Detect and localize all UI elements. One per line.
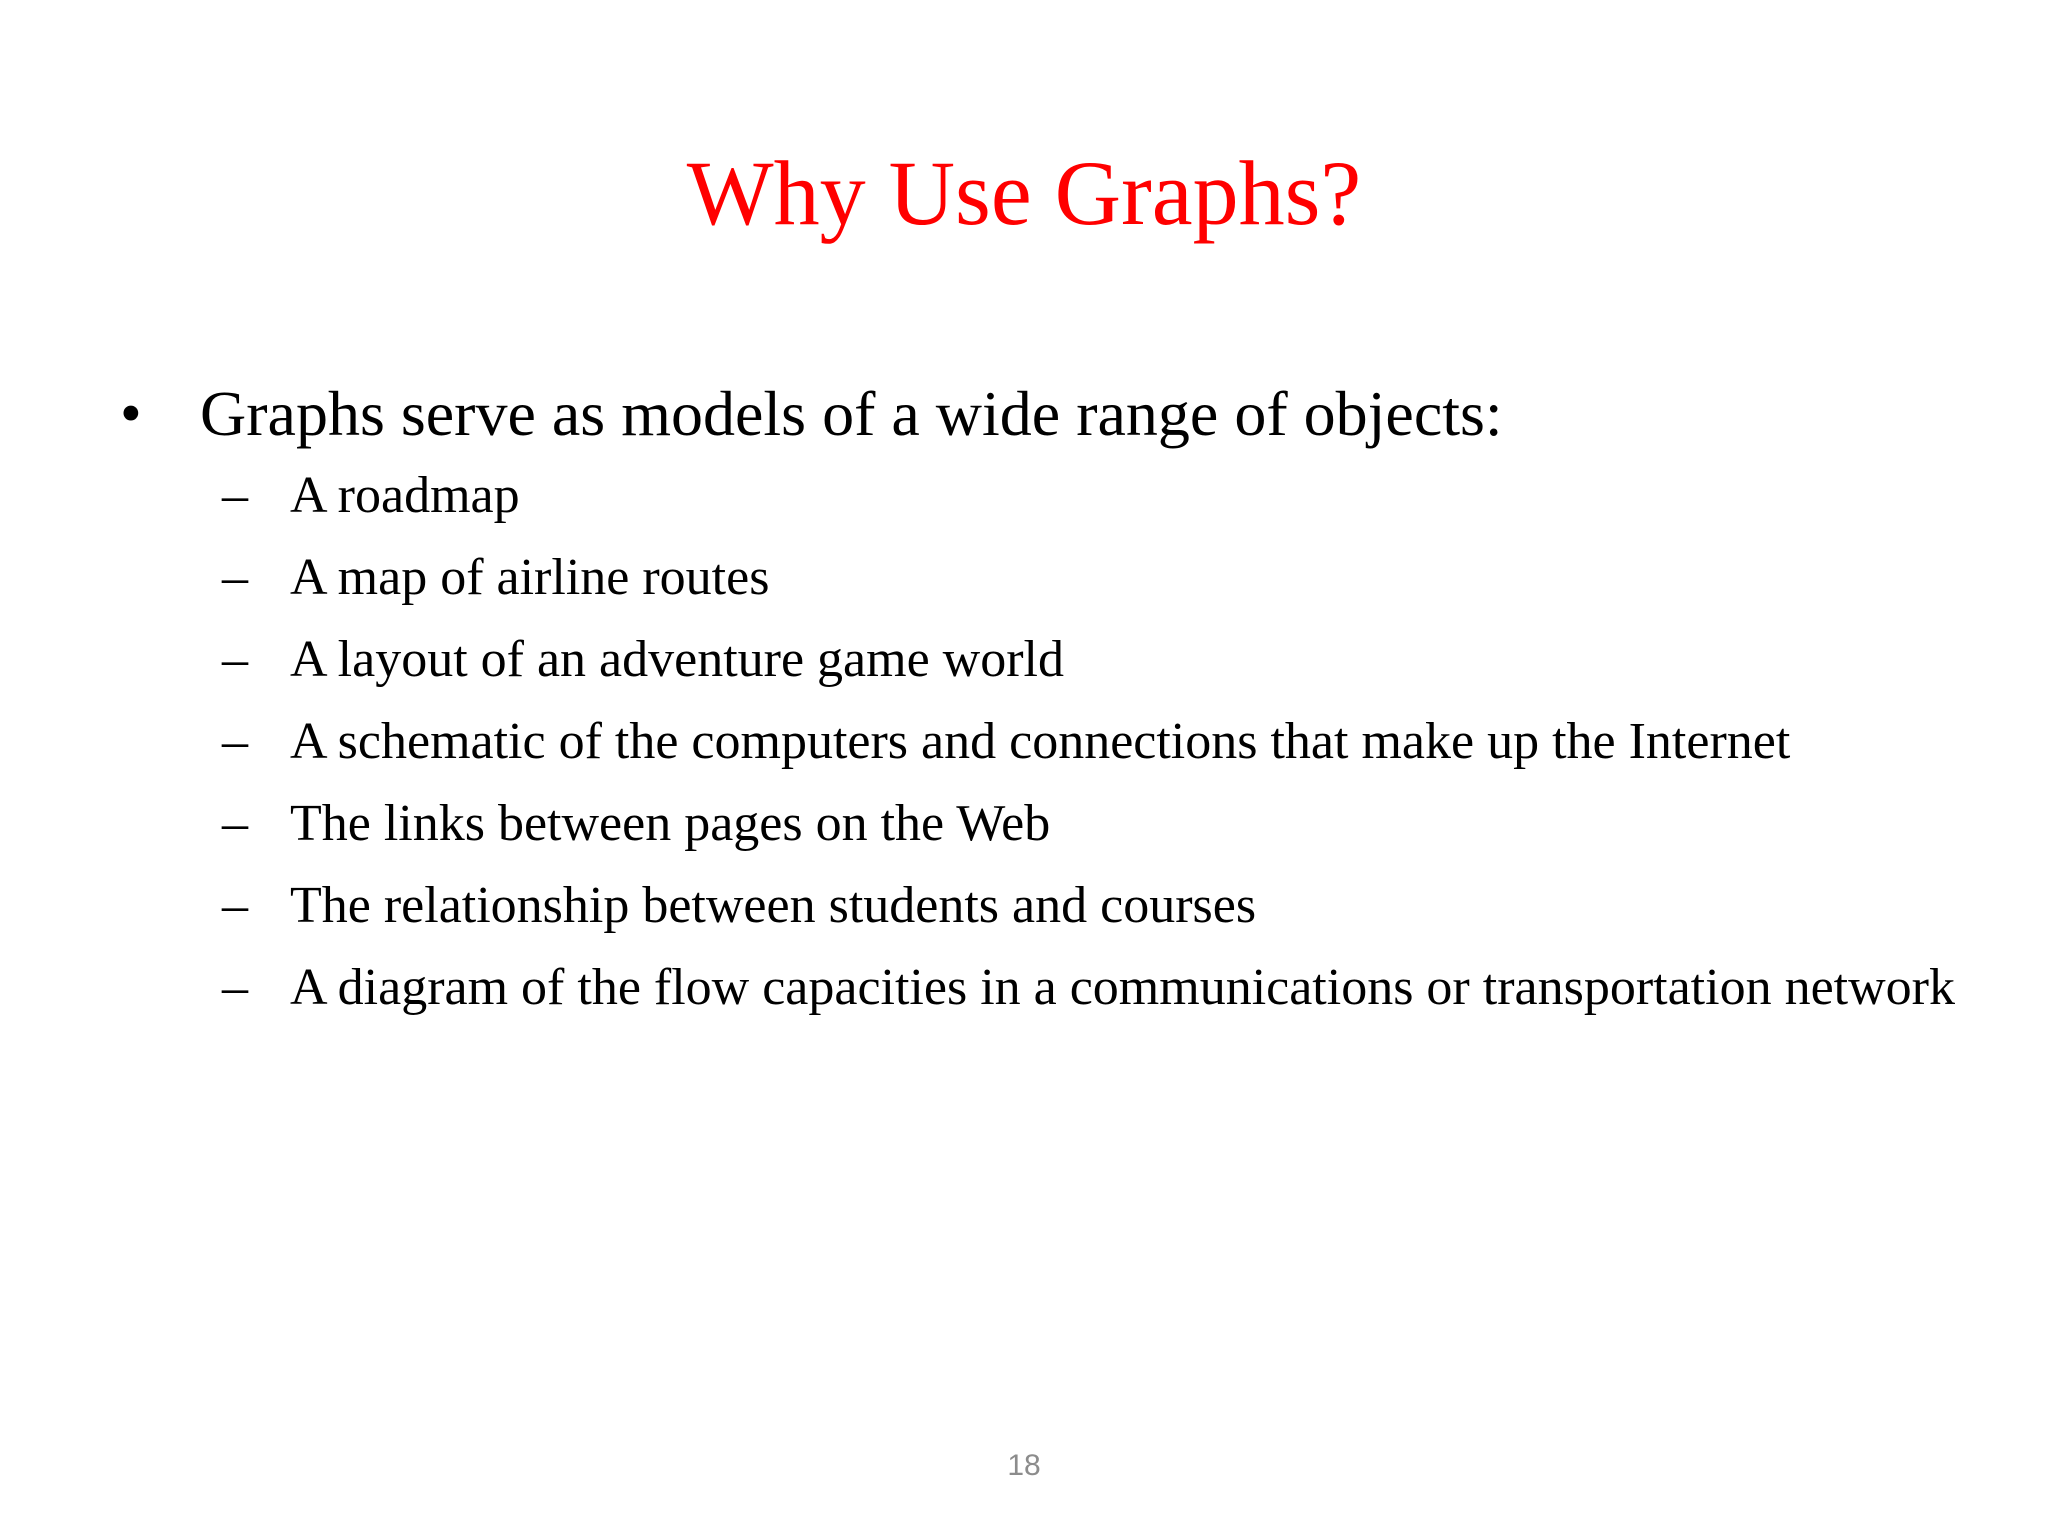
- dash-glyph: –: [222, 959, 248, 1016]
- dash-glyph: –: [222, 467, 248, 524]
- dash-glyph: –: [222, 549, 248, 606]
- sub-bullet-list: [222, 462, 1982, 1036]
- sub-bullet-item: [222, 790, 1982, 858]
- sub-bullet-item: [222, 954, 1982, 1022]
- slide-title: Why Use Graphs?: [686, 142, 1362, 244]
- sub-bullet-text: The relationship between students and courses: [290, 877, 1257, 934]
- sub-bullet-item: [222, 544, 1982, 612]
- bullet-text: Graphs serve as models of a wide range of objects:: [200, 378, 1503, 449]
- sub-bullet-item: [222, 626, 1982, 694]
- sub-bullet-text: A diagram of the flow capacities in a communications or transportation network: [290, 959, 1955, 1016]
- sub-bullet-item: [222, 462, 1982, 530]
- dash-glyph: –: [222, 877, 248, 934]
- page-number: 18: [1007, 1449, 1041, 1482]
- dash-glyph: –: [222, 631, 248, 688]
- sub-bullet-text: A map of airline routes: [290, 549, 770, 606]
- sub-bullet-item: [222, 708, 1982, 776]
- sub-bullet-text: A schematic of the computers and connections that make up the Internet: [290, 713, 1791, 770]
- sub-bullet-item: [222, 872, 1982, 940]
- dash-glyph: –: [222, 795, 248, 852]
- dash-glyph: –: [222, 713, 248, 770]
- sub-bullet-text: The links between pages on the Web: [290, 795, 1051, 852]
- bullet-glyph: •: [120, 380, 142, 448]
- sub-bullet-text: A roadmap: [290, 467, 520, 524]
- sub-bullet-text: A layout of an adventure game world: [290, 631, 1064, 688]
